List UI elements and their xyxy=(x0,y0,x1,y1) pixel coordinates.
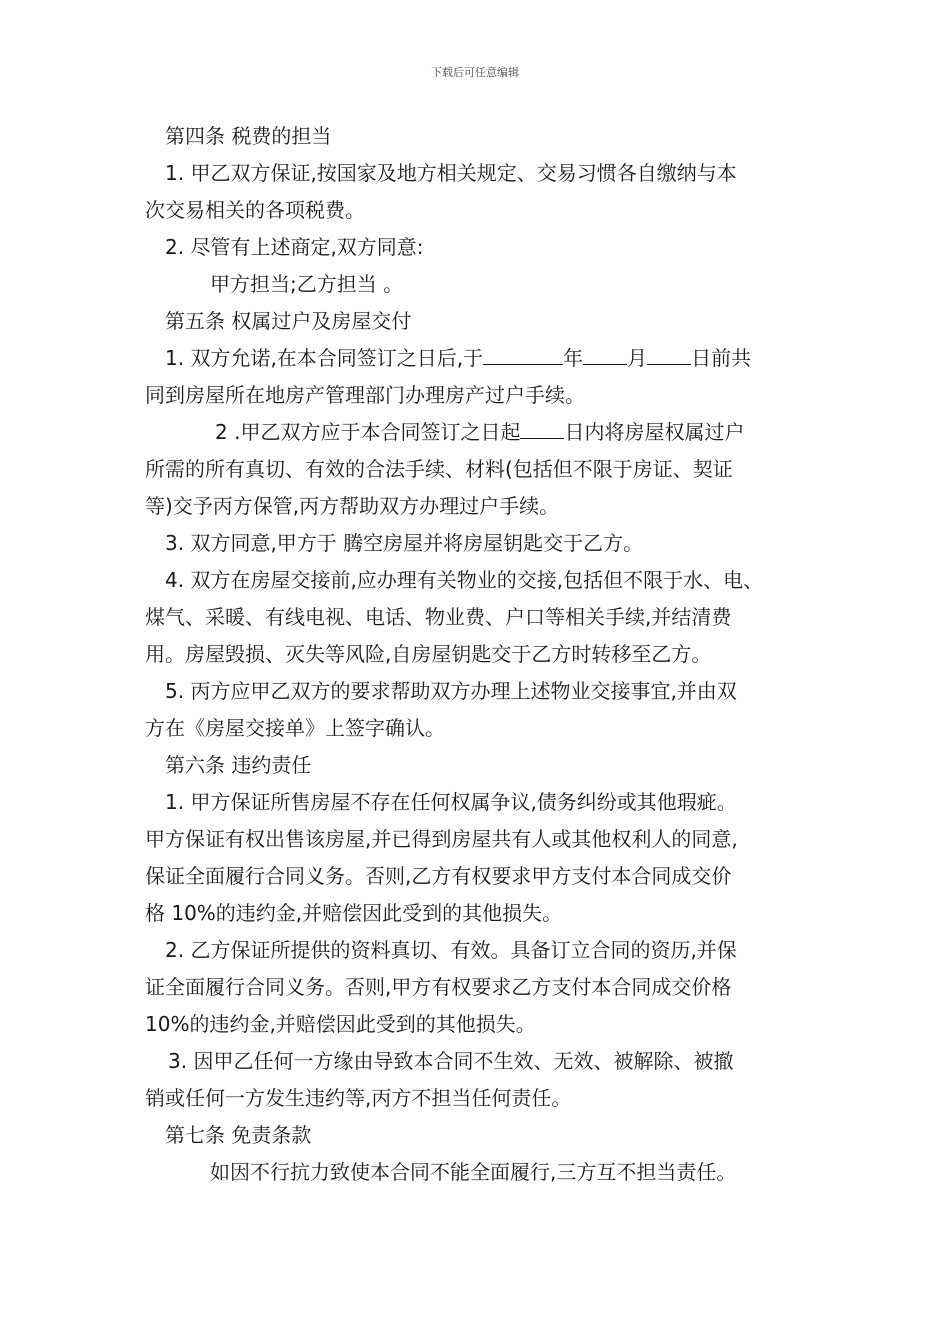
day-blank[interactable] xyxy=(647,344,691,365)
paragraph-line: 所需的所有真切、有效的合法手续、材料(包括但不限于房证、契证 xyxy=(145,457,733,481)
line-text: 2 .甲乙双方应于本合同签订之日起 xyxy=(215,420,521,444)
paragraph-line: 等)交予丙方保管,丙方帮助双方办理过户手续。 xyxy=(145,494,560,518)
section-heading: 第六条 违约责任 xyxy=(165,753,312,777)
section-heading: 第五条 权属过户及房屋交付 xyxy=(165,309,412,333)
line-text: 日内将房屋权属过户 xyxy=(564,420,745,444)
paragraph-line: 如因不行抗力致使本合同不能全面履行,三方互不担当责任。 xyxy=(210,1160,737,1184)
year-blank[interactable] xyxy=(483,344,563,365)
paragraph-line: 1. 甲乙双方保证,按国家及地方相关规定、交易习惯各自缴纳与本 xyxy=(165,161,737,185)
line-text: 年 xyxy=(563,346,584,370)
paragraph-line: 10%的违约金,并赔偿因此受到的其他损失。 xyxy=(145,1012,536,1036)
paragraph-line: 次交易相关的各项税费。 xyxy=(145,198,365,222)
line-text: 1. 双方允诺,在本合同签订之日后,于 xyxy=(165,346,484,370)
paragraph-line: 同到房屋所在地房产管理部门办理房产过户手续。 xyxy=(145,383,585,407)
days-blank[interactable] xyxy=(520,418,564,439)
paragraph-line: 格 10%的违约金,并赔偿因此受到的其他损失。 xyxy=(145,901,563,925)
section-heading: 第七条 免责条款 xyxy=(165,1123,312,1147)
paragraph-line-with-blanks xyxy=(165,344,751,372)
paragraph-line: 销或任何一方发生违约等,丙方不担当任何责任。 xyxy=(145,1086,572,1110)
line-text: 日前共 xyxy=(691,346,752,370)
paragraph-line: 保证全面履行合同义务。否则,乙方有权要求甲方支付本合同成交价 xyxy=(145,864,732,888)
section-heading: 第四条 税费的担当 xyxy=(165,124,332,148)
paragraph-line: 甲方保证有权出售该房屋,并已得到房屋共有人或其他权利人的同意, xyxy=(145,827,738,851)
paragraph-line: 证全面履行合同义务。否则,甲方有权要求乙方支付本合同成交价格 xyxy=(145,975,732,999)
paragraph-line: 用。房屋毁损、灭失等风险,自房屋钥匙交于乙方时转移至乙方。 xyxy=(145,642,712,666)
paragraph-line: 4. 双方在房屋交接前,应办理有关物业的交接,包括但不限于水、电、 xyxy=(165,568,764,592)
paragraph-line: 2. 乙方保证所提供的资料真切、有效。具备订立合同的资历,并保 xyxy=(165,938,737,962)
paragraph-line-with-blanks xyxy=(215,418,744,446)
line-text: 月 xyxy=(627,346,648,370)
month-blank[interactable] xyxy=(583,344,627,365)
paragraph-line: 煤气、采暖、有线电视、电话、物业费、户口等相关手续,并结清费 xyxy=(145,605,732,629)
paragraph-line: 方在《房屋交接单》上签字确认。 xyxy=(145,716,445,740)
paragraph-line: 3. 双方同意,甲方于 腾空房屋并将房屋钥匙交于乙方。 xyxy=(165,531,644,555)
paragraph-line: 3. 因甲乙任何一方缘由导致本合同不生效、无效、被解除、被撤 xyxy=(168,1049,734,1073)
page-header-note: 下载后可任意编辑 xyxy=(431,66,519,79)
paragraph-line: 甲方担当;乙方担当 。 xyxy=(210,272,404,296)
paragraph-line: 1. 甲方保证所售房屋不存在任何权属争议,债务纠纷或其他瑕疵。 xyxy=(165,790,737,814)
paragraph-line: 2. 尽管有上述商定,双方同意: xyxy=(165,235,424,259)
paragraph-line: 5. 丙方应甲乙双方的要求帮助双方办理上述物业交接事宜,并由双 xyxy=(165,679,737,703)
